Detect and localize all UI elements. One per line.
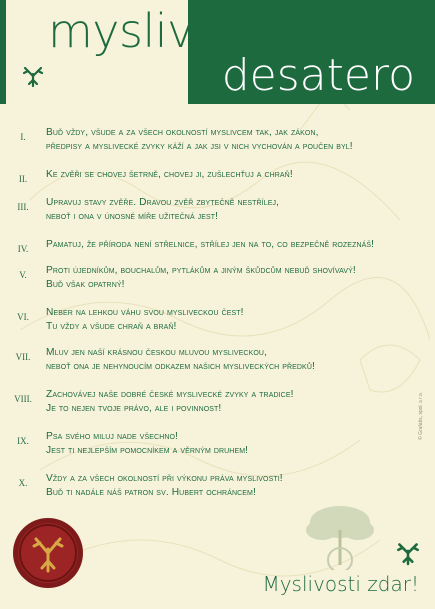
rule-line: Zachovávej naše dobré české myslivecké zvyky a tradice! xyxy=(46,389,294,400)
rule-line: Mluv jen naší krásnou českou mluvou mysliveckou, xyxy=(46,347,267,358)
rule-number: X. xyxy=(18,478,28,488)
page-title-line1: myslivecké xyxy=(48,4,299,58)
rule-line: Psa svého miluj nade všechno! xyxy=(46,431,178,442)
rule-text xyxy=(46,306,435,334)
rule-line: Pamatuj, že příroda není střelnice, střílej jen na to, co bezpečně rozeznáš! xyxy=(46,239,375,250)
rule-line: neboť i ona v únosné míře užitečná jest! xyxy=(46,211,219,222)
rule-number: IV. xyxy=(17,244,29,254)
rule-text xyxy=(46,168,435,184)
rule-line: Tu vždy a všude chraň a braň! xyxy=(46,321,177,332)
oak-branch-icon xyxy=(300,500,380,570)
rule-number: I. xyxy=(20,132,26,142)
rule-item xyxy=(0,430,435,458)
rule-text xyxy=(46,238,435,254)
rule-item xyxy=(0,306,435,334)
rule-item xyxy=(0,196,435,224)
antler-cross-icon xyxy=(394,538,422,566)
rule-text xyxy=(46,126,435,154)
copyright-note: © Grafatis, spol. s r.o. xyxy=(418,391,424,440)
closing-motto: Myslivosti zdar! xyxy=(262,572,419,596)
rule-line: Jest ti nejlepším pomocníkem a věrným druhem! xyxy=(46,445,249,456)
rule-line: předpisy a myslivecké zvyky káží a jak jsi v nich vychován a poučen byl! xyxy=(46,141,353,152)
rule-line: Proti újedníkům, bouchalům, pytlákům a jiným škůdcům nebuď shovívavý! xyxy=(46,265,356,276)
rule-item xyxy=(0,168,435,184)
rule-item xyxy=(0,472,435,500)
rule-item xyxy=(0,238,435,254)
rule-line: neboť ona je nehynoucím odkazem našich mysliveckých předků! xyxy=(46,361,315,372)
rule-number: VIII. xyxy=(14,394,32,404)
rule-line: Buď vždy, všude a za všech okolností myslivcem tak, jak zákon, xyxy=(46,127,319,138)
rule-line: Buď ti nadále náš patron sv. Hubert ochráncem! xyxy=(46,487,256,498)
rule-item xyxy=(0,264,435,292)
rule-text xyxy=(46,346,435,374)
rule-number: V. xyxy=(19,270,27,280)
rule-text xyxy=(46,196,435,224)
rule-number: III. xyxy=(17,202,29,212)
rule-line: Buď však opatrný! xyxy=(46,279,125,290)
rule-item xyxy=(0,126,435,154)
rule-line: Neber na lehkou váhu svou mysliveckou čest! xyxy=(46,307,244,318)
rule-line: Vždy a za všech okolností při výkonu práva myslivosti! xyxy=(46,473,283,484)
antler-cross-icon xyxy=(20,62,46,88)
rule-number: II. xyxy=(18,174,28,184)
rule-line: Upravuj stavy zvěře. Dravou zvěř zbytečně nestřílej, xyxy=(46,197,280,208)
rule-number: VII. xyxy=(15,352,31,362)
rule-line: Je to nejen tvoje právo, ale i povinnost! xyxy=(46,403,222,414)
wax-seal-icon xyxy=(10,515,86,591)
rule-item xyxy=(0,346,435,374)
rule-text xyxy=(46,430,435,458)
rule-text xyxy=(46,264,435,292)
rule-item xyxy=(0,388,435,416)
page-title-line2: desatero xyxy=(221,50,415,101)
rule-text xyxy=(46,388,435,416)
rule-number: VI. xyxy=(17,312,29,322)
rule-number: IX. xyxy=(17,436,29,446)
rule-text xyxy=(46,472,435,500)
rule-line: Ke zvěři se chovej šetrně, chovej ji, zušlechťuj a chraň! xyxy=(46,169,293,180)
